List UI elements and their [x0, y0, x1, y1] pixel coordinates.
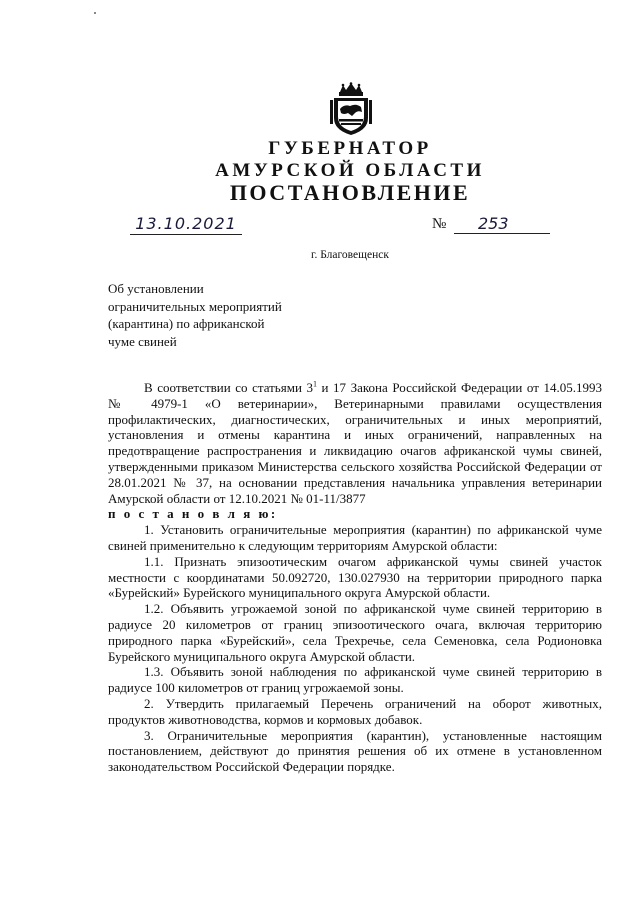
paragraph-3: 3. Ограничительные мероприятия (карантин), установленные настоящим постановлением, действуют до принятия решения об их отмене в установленном законодательством Российской Федерации порядке.: [108, 727, 602, 775]
preamble-paragraph: [108, 380, 602, 506]
paragraph-1-1: 1.1. Признать эпизоотическим очагом африканской чумы свиней участок местности с координатами 50.092720, 130.027930 на территории природного парка «Бурейский» Бурейского муниципального округа Амурской области.: [108, 553, 602, 601]
resolve-heading: п о с т а н о в л я ю:: [108, 506, 278, 522]
document-number: 253: [454, 214, 550, 234]
document-city: г. Благовещенск: [311, 249, 389, 261]
document-body: [108, 380, 602, 775]
document-type-title: ПОСТАНОВЛЕНИЕ: [229, 180, 471, 205]
subject-line: Об установлении: [108, 281, 204, 296]
header-governor: ГУБЕРНАТОР: [268, 138, 432, 159]
paragraph-1-2: 1.2. Объявить угрожаемой зоной по африканской чуме свиней территорию в радиусе 20 километров от границ эпизоотического очага, включая территорию природного парка «Бурейский», села Трехречье, села Семеновка, села Родионовка Бурейского муниципального округа Амурской области.: [108, 601, 602, 664]
header-region: АМУРСКОЙ ОБЛАСТИ: [215, 160, 485, 181]
document-date: 13.10.2021: [130, 214, 242, 235]
paragraph-2: 2. Утвердить прилагаемый Перечень ограничений на оборот животных, продуктов животноводства, кормов и кормовых добавок.: [108, 695, 602, 727]
coat-of-arms-icon: [328, 82, 374, 136]
preamble-text-cont: и 17 Закона Российской Федерации от 14.05.1993 № 4979-1 «О ветеринарии», Ветеринарными правилами осуществления профилактических, диагностических, ограничительных и иных мероприятий, установления и отмены карантина и иных ограничений, направленных на предотвращение распространения и ликвидацию очагов африканской чумы свиней, утвержденными приказом Министерства сельского хозяйства Российской Федерации от 28.01.2021 № 37, на основании представления начальника управления ветеринарии Амурской области от 12.10.2021 № 01-11/3877: [108, 380, 602, 506]
subject-line: (карантина) по африканской: [108, 316, 265, 331]
scan-speck: [94, 12, 96, 14]
paragraph-1-3: 1.3. Объявить зоной наблюдения по африканской чуме свиней территорию в радиусе 100 километров от границ угрожаемой зоны.: [108, 664, 602, 696]
article-superscript: 1: [312, 379, 317, 389]
subject-line: чуме свиней: [108, 333, 177, 349]
paragraph-1: 1. Установить ограничительные мероприятия (карантин) по африканской чуме свиней применительно к следующим территориям Амурской области:: [108, 522, 602, 553]
subject-line: ограничительных мероприятий: [108, 298, 282, 314]
number-label: №: [432, 216, 447, 232]
preamble-text: В соответствии со статьями 3: [144, 380, 313, 395]
document-subject: [108, 280, 338, 350]
